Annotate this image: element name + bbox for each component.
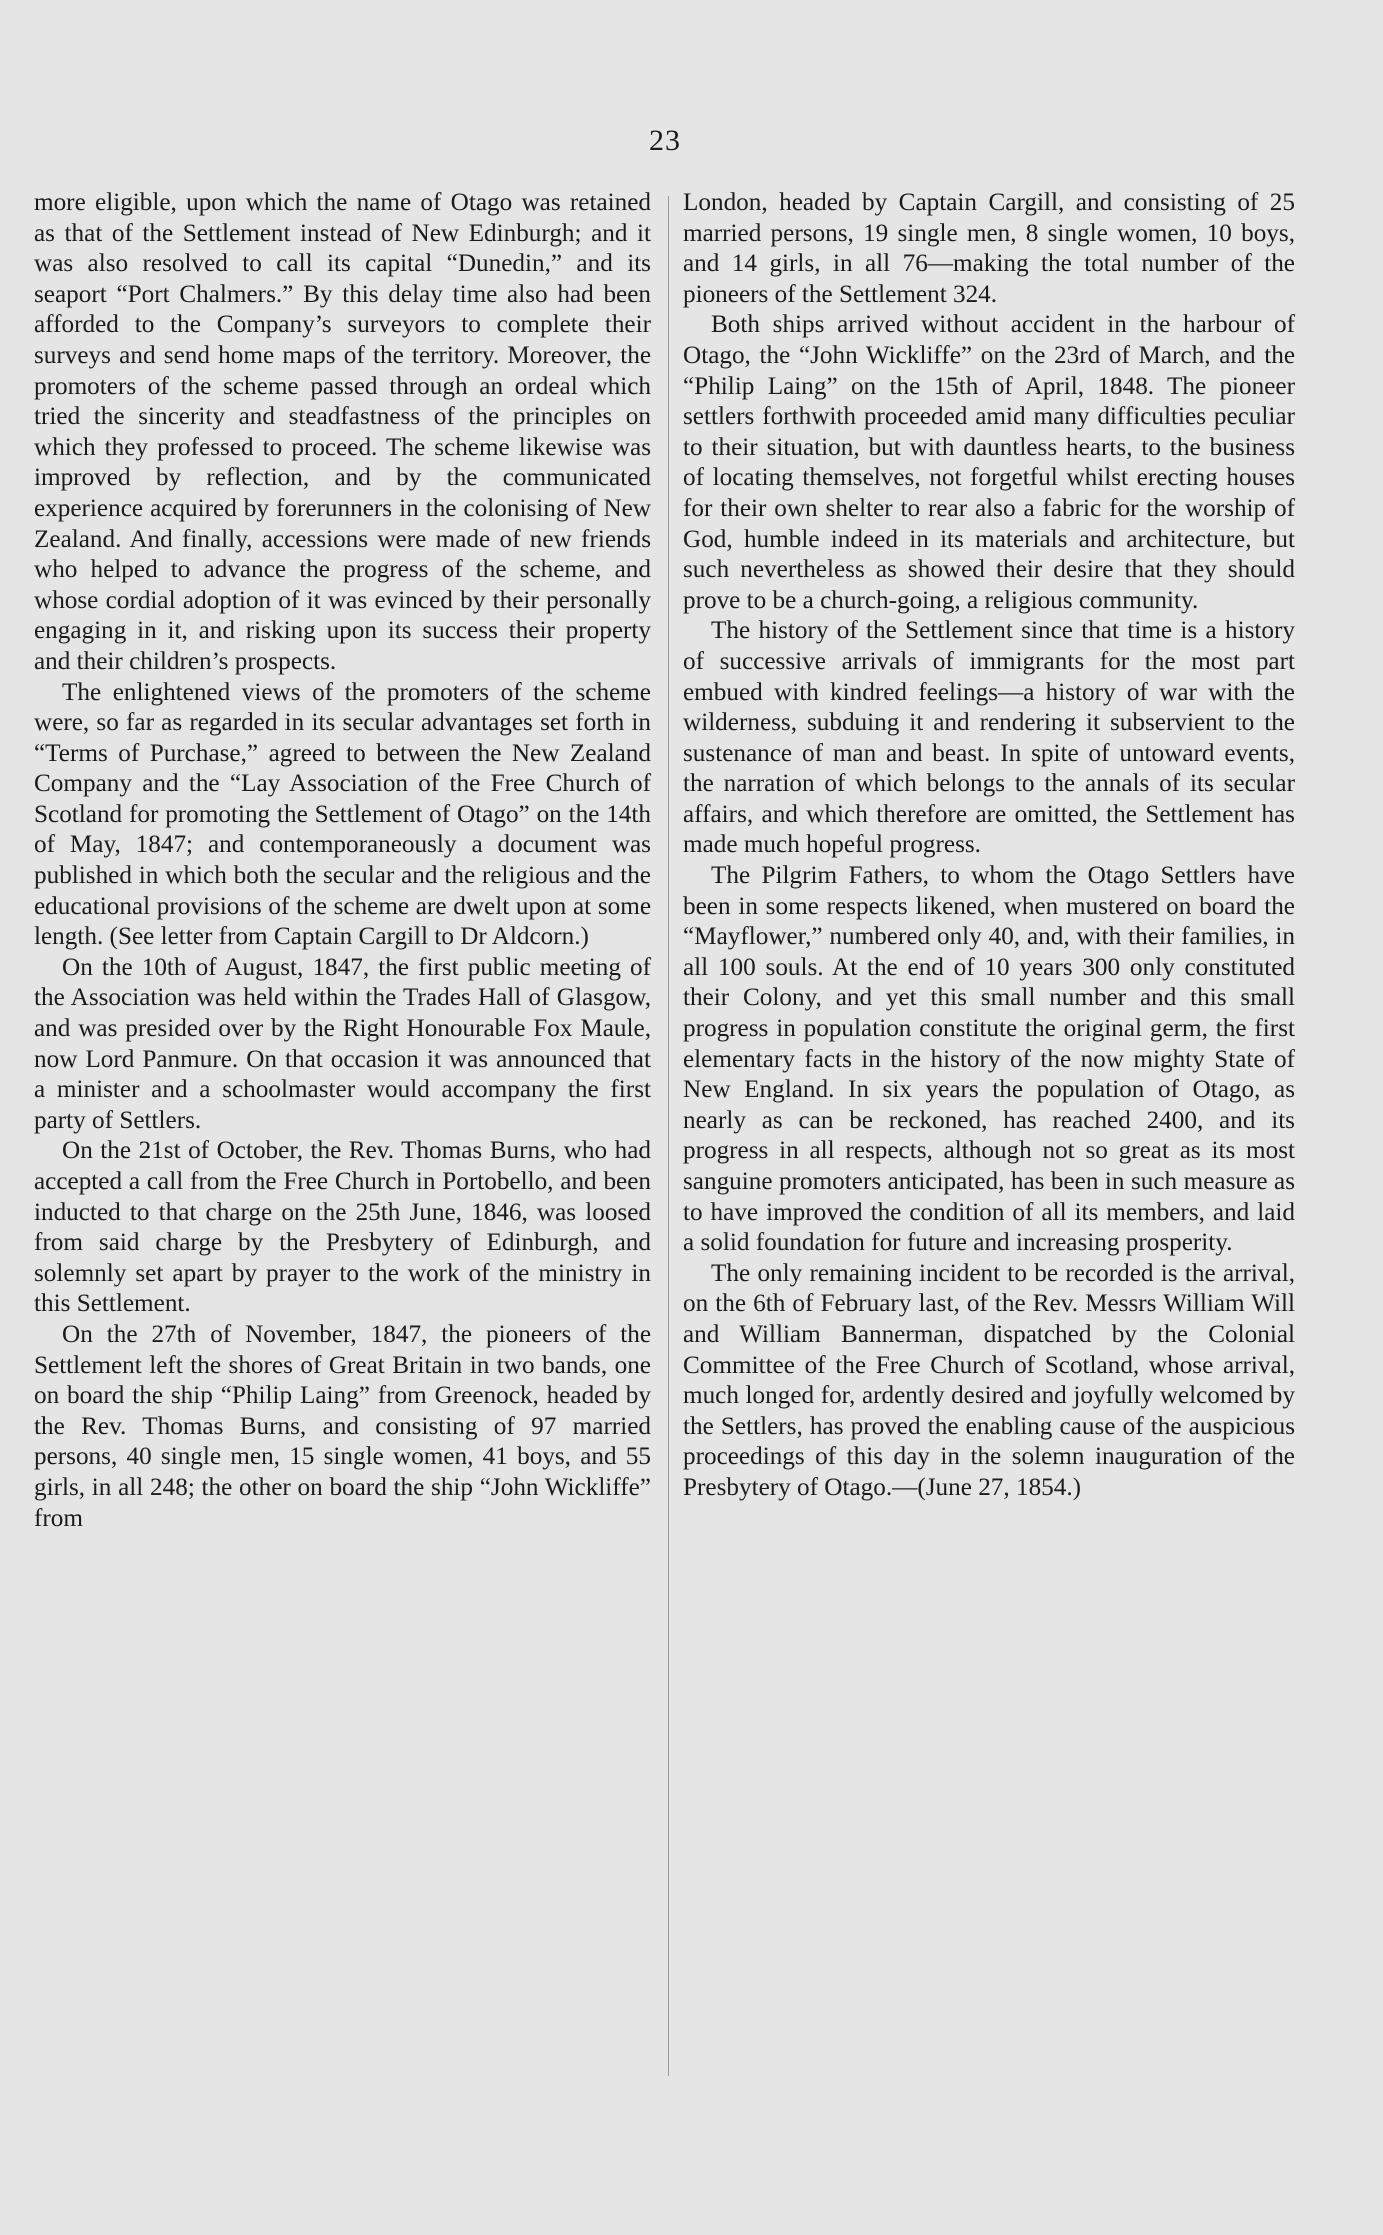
paragraph: The only remaining incident to be recorded is the arrival, on the 6th of February last, of the Rev. Messrs William Will and William Bannerman, dispatched by the Colonial Committee of the Free Church of Scotland, whose arrival, much longed for, ardently desired and joyfully welcomed by the Settlers, has proved the enabling cause of the auspicious proceedings of this day in the solemn inauguration of the Presbytery of Otago.—(June 27, 1854.) (683, 1259, 1295, 1501)
page-number: 23 (649, 124, 681, 157)
column-divider (668, 196, 669, 2076)
left-column (34, 188, 651, 1534)
paragraph: more eligible, upon which the name of Otago was retained as that of the Settlement instead of New Edinburgh; and it was also resolved to call its capital “Dunedin,” and its seaport “Port Chalmers.” By this delay time also had been afforded to the Company’s surveyors to complete their surveys and send home maps of the territory. Moreover, the promoters of the scheme passed through an ordeal which tried the sincerity and steadfastness of the principles on which they professed to proceed. The scheme likewise was improved by reflection, and by the communicated experience acquired by forerunners in the colonising of New Zealand. And finally, accessions were made of new friends who helped to advance the progress of the scheme, and whose cordial adoption of it was evinced by their personally engaging in it, and risking upon its success their property and their children’s prospects. (34, 189, 651, 675)
paragraph: On the 10th of August, 1847, the first public meeting of the Association was held within the Trades Hall of Glasgow, and was presided over by the Right Honourable Fox Maule, now Lord Panmure. On that occasion it was announced that a minister and a schoolmaster would accompany the first party of Settlers. (34, 953, 651, 1134)
paragraph: On the 21st of October, the Rev. Thomas Burns, who had accepted a call from the Free Church in Portobello, and been inducted to that charge on the 25th June, 1846, was loosed from said charge by the Presbytery of Edinburgh, and solemnly set apart by prayer to the work of the ministry in this Settlement. (34, 1137, 651, 1318)
paragraph: On the 27th of November, 1847, the pioneers of the Settlement left the shores of Great Britain in two bands, one on board the ship “Philip Laing” from Greenock, headed by the Rev. Thomas Burns, and consisting of 97 married persons, 40 single men, 15 single women, 41 boys, and 55 girls, in all 248; the other on board the ship “John Wickliffe” from (34, 1320, 651, 1532)
paragraph: Both ships arrived without accident in the harbour of Otago, the “John Wickliffe” on the 23rd of March, and the “Philip Laing” on the 15th of April, 1848. The pioneer settlers forthwith proceeded amid many difficulties peculiar to their situation, but with dauntless hearts, to the business of locating themselves, not forgetful whilst erecting houses for their own shelter to rear also a fabric for the worship of God, humble indeed in its materials and architecture, but such nevertheless as showed their desire that they should prove to be a church-going, a religious community. (683, 311, 1295, 614)
paragraph: London, headed by Captain Cargill, and consisting of 25 married persons, 19 single men, 8 single women, 10 boys, and 14 girls, in all 76—making the total number of the pioneers of the Settlement 324. (683, 189, 1295, 308)
right-column (683, 188, 1295, 1504)
paragraph: The Pilgrim Fathers, to whom the Otago Settlers have been in some respects likened, when mustered on board the “Mayflower,” numbered only 40, and, with their families, in all 100 souls. At the end of 10 years 300 only constituted their Colony, and yet this small number and this small progress in population constitute the original germ, the first elementary facts in the history of the now mighty State of New England. In six years the population of Otago, as nearly as can be reckoned, has reached 2400, and its progress in all respects, although not so great as its most sanguine promoters anticipated, has been in such measure as to have improved the condition of all its members, and laid a solid foundation for future and increasing prosperity. (683, 862, 1295, 1257)
paragraph: The enlightened views of the promoters of the scheme were, so far as regarded in its secular advantages set forth in “Terms of Purchase,” agreed to between the New Zealand Company and the “Lay Association of the Free Church of Scotland for promoting the Settlement of Otago” on the 14th of May, 1847; and contemporaneously a document was published in which both the secular and the religious and the educational provisions of the scheme are dwelt upon at some length. (See letter from Captain Cargill to Dr Aldcorn.) (34, 678, 651, 951)
paragraph: The history of the Settlement since that time is a history of successive arrivals of immigrants for the most part embued with kindred feelings—a history of war with the wilderness, subduing it and rendering it subservient to the sustenance of man and beast. In spite of untoward events, the narration of which belongs to the annals of its secular affairs, and which therefore are omitted, the Settlement has made much hopeful progress. (683, 617, 1295, 859)
